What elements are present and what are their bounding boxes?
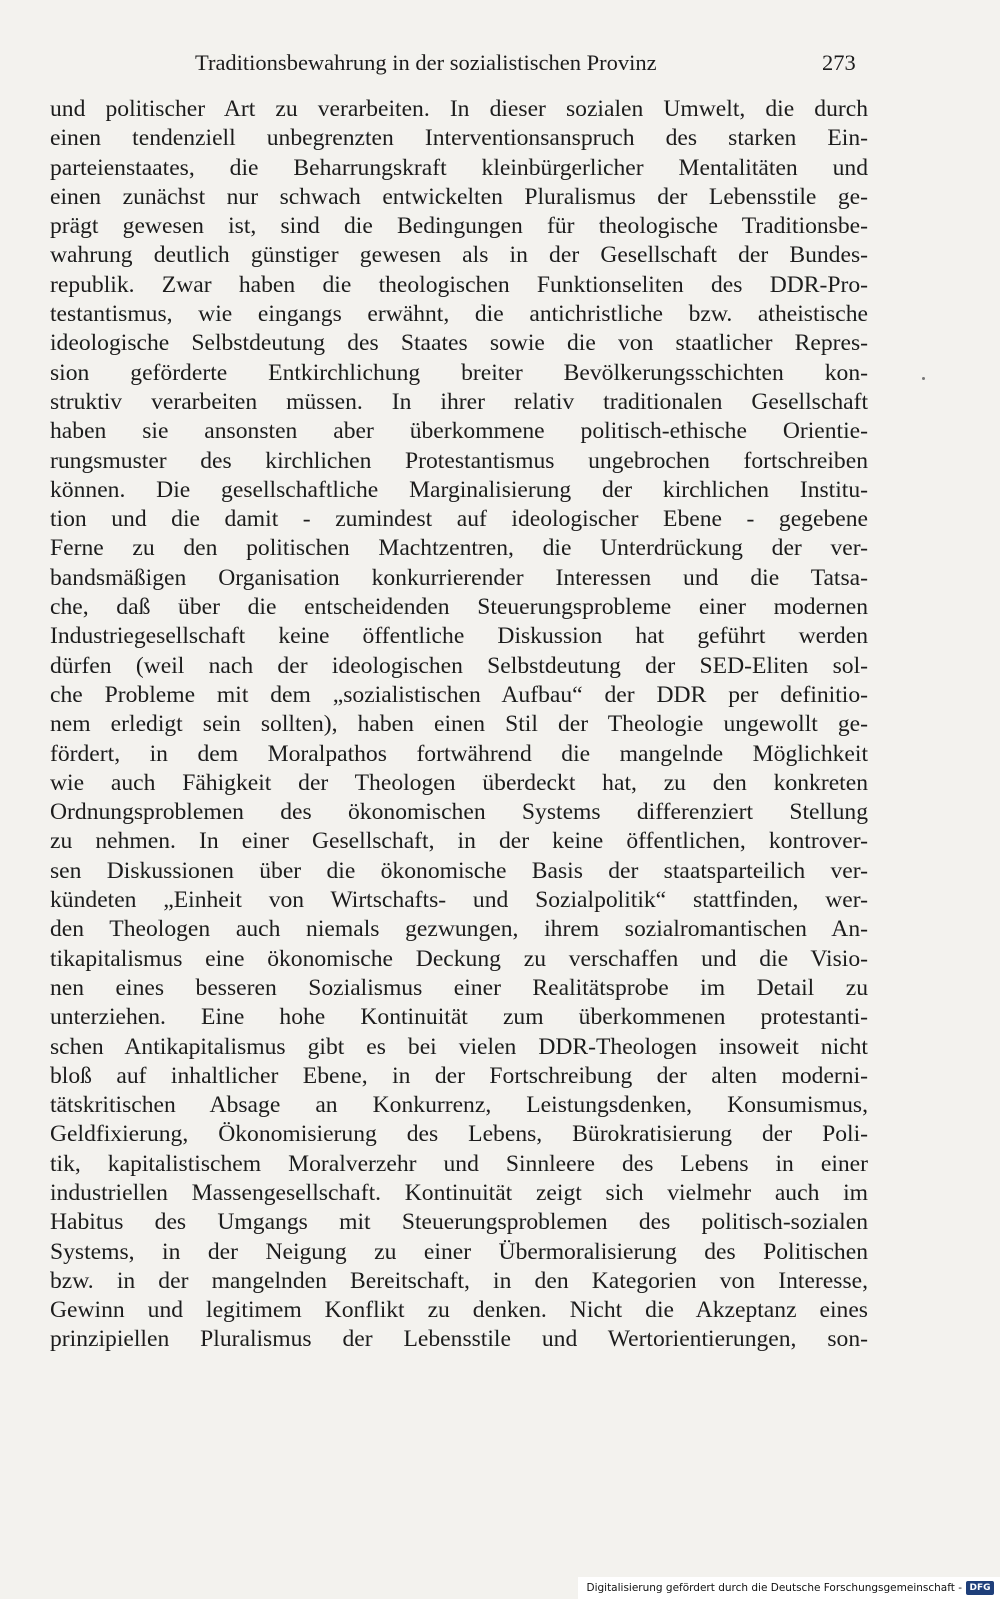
text-line: nen eines besseren Sozialismus einer Realitätsprobe im Detail zu [50,974,868,1001]
text-line: Systems, in der Neigung zu einer Übermoralisierung des Politischen [50,1238,868,1265]
text-line: nem erledigt sein sollten), haben einen Stil der Theologie ungewollt ge- [50,711,868,738]
text-line: schen Antikapitalismus gibt es bei vielen DDR-Theologen insoweit nicht [50,1033,868,1060]
text-line: dürfen (weil nach der ideologischen Selbstdeutung der SED-Eliten sol- [50,652,868,679]
text-line: einen zunächst nur schwach entwickelten Pluralismus der Lebensstile ge- [50,183,868,210]
text-line: einen tendenziell unbegrenzten Interventionsanspruch des starken Ein- [50,125,868,152]
text-line: bandsmäßigen Organisation konkurrierender Interessen und die Tatsa- [50,564,868,591]
text-line: fördert, in dem Moralpathos fortwährend die mangelnde Möglichkeit [50,740,868,767]
text-line: wahrung deutlich günstiger gewesen als in der Gesellschaft der Bundes- [50,242,868,269]
text-line: bzw. in der mangelnden Bereitschaft, in den Kategorien von Interesse, [50,1267,868,1294]
body-text [50,95,868,1355]
text-line: Ordnungsproblemen des ökonomischen Systems differenziert Stellung [50,799,868,826]
dfg-logo-icon: DFG [966,1581,994,1595]
text-line: prinzipiellen Pluralismus der Lebensstile und Wertorientierungen, son- [50,1326,868,1353]
text-line: che Probleme mit dem „sozialistischen Aufbau“ der DDR per definitio- [50,681,868,708]
text-line: und politischer Art zu verarbeiten. In dieser sozialen Umwelt, die durch [50,96,868,122]
text-line: können. Die gesellschaftliche Marginalisierung der kirchlichen Institu- [50,476,868,503]
text-line: sen Diskussionen über die ökonomische Basis der staatsparteilich ver- [50,857,868,884]
text-line: den Theologen auch niemals gezwungen, ihrem sozialromantischen An- [50,916,868,943]
text-line: Industriegesellschaft keine öffentliche Diskussion hat geführt werden [50,623,868,650]
text-line: tätskritischen Absage an Konkurrenz, Leistungsdenken, Konsumismus, [50,1092,868,1119]
text-line: Gewinn und legitimem Konflikt zu denken. Nicht die Akzeptanz eines [50,1297,868,1324]
scan-speck [922,377,925,380]
text-line: prägt gewesen ist, sind die Bedingungen für theologische Traditionsbe- [50,213,868,240]
text-line: wie auch Fähigkeit der Theologen überdeckt hat, zu den konkreten [50,769,868,796]
text-line: Habitus des Umgangs mit Steuerungsproblemen des politisch-sozialen [50,1209,868,1236]
text-line: zu nehmen. In einer Gesellschaft, in der keine öffentlichen, kontrover- [50,828,868,855]
text-line: Geldfixierung, Ökonomisierung des Lebens, Bürokratisierung der Poli- [50,1121,868,1148]
text-line: che, daß über die entscheidenden Steuerungsprobleme einer modernen [50,594,868,621]
text-line: bloß auf inhaltlicher Ebene, in der Fortschreibung der alten moderni- [50,1062,868,1089]
text-line: rungsmuster des kirchlichen Protestantismus ungebrochen fortschreiben [50,447,868,474]
text-line: parteienstaates, die Beharrungskraft kleinbürgerlicher Mentalitäten und [50,154,868,181]
text-line: tik, kapitalistischem Moralverzehr und Sinnleere des Lebens in einer [50,1150,868,1177]
page-number: 273 [822,50,856,75]
text-line: testantismus, wie eingangs erwähnt, die antichristliche bzw. atheistische [50,301,868,328]
text-line: struktiv verarbeiten müssen. In ihrer relativ traditionalen Gesellschaft [50,388,868,415]
digitization-footer [578,1577,1000,1599]
text-line: unterziehen. Eine hohe Kontinuität zum überkommenen protestanti- [50,1004,868,1031]
text-line: tion und die damit - zumindest auf ideologischer Ebene - gegebene [50,506,868,533]
text-line: haben sie ansonsten aber überkommene politisch-ethische Orientie- [50,418,868,445]
text-line: republik. Zwar haben die theologischen Funktionseliten des DDR-Pro- [50,271,868,298]
digitization-note: Digitalisierung gefördert durch die Deutsche Forschungsgemeinschaft - [586,1582,962,1594]
text-line: Ferne zu den politischen Machtzentren, die Unterdrückung der ver- [50,535,868,562]
text-line: tikapitalismus eine ökonomische Deckung zu verschaffen und die Visio- [50,945,868,972]
text-line: ideologische Selbstdeutung des Staates sowie die von staatlicher Repres- [50,330,868,357]
running-title: Traditionsbewahrung in der sozialistischen Provinz [195,50,657,75]
text-line: sion geförderte Entkirchlichung breiter Bevölkerungsschichten kon- [50,359,868,386]
text-line: industriellen Massengesellschaft. Kontinuität zeigt sich vielmehr auch im [50,1179,868,1206]
text-line: kündeten „Einheit von Wirtschafts- und Sozialpolitik“ stattfinden, wer- [50,887,868,914]
